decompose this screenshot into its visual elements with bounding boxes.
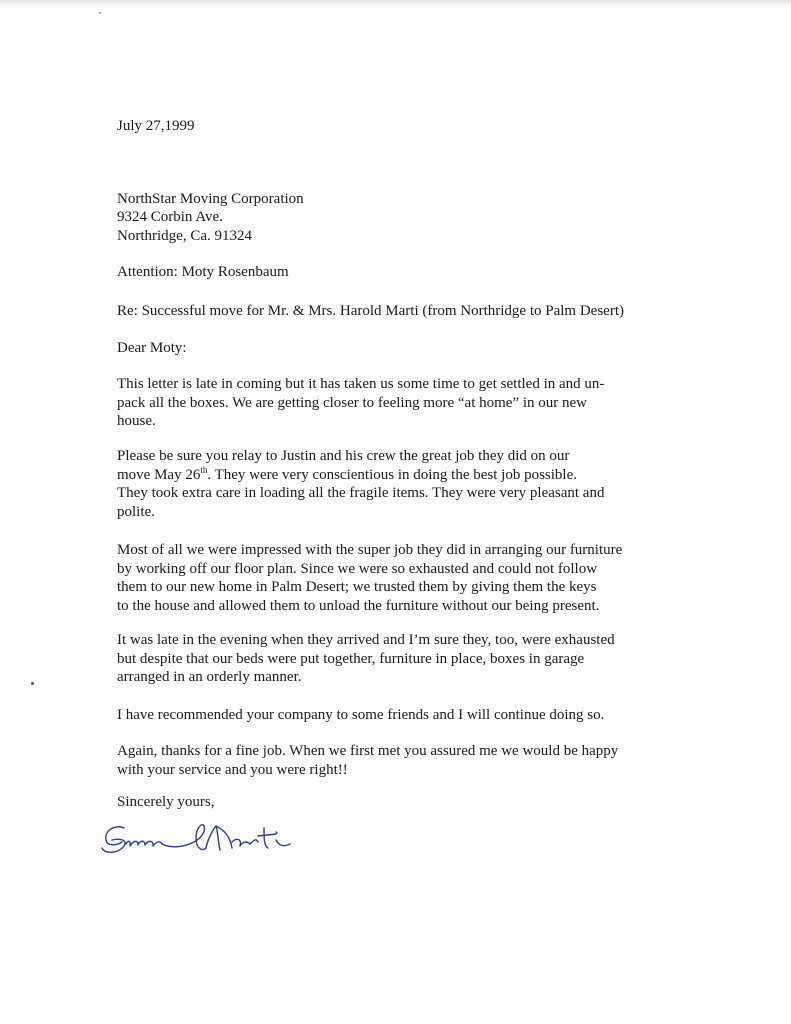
attention-line: Attention: Moty Rosenbaum — [117, 264, 289, 280]
paragraph-6 — [117, 742, 618, 779]
paragraph-line: house. — [117, 413, 156, 429]
paragraph-1 — [117, 375, 604, 431]
scan-speck — [99, 12, 101, 14]
paragraph-line: polite. — [117, 503, 155, 520]
paragraph-line: but despite that our beds were put together, furniture in place, boxes in garage — [117, 650, 585, 667]
move-date-text: move May 26 — [117, 466, 201, 483]
paragraph-2 — [117, 447, 604, 521]
paragraph-line: They took extra care in loading all the fragile items. They were very pleasant and — [117, 485, 605, 501]
paragraph-5 — [117, 706, 604, 725]
paragraph-line: to the house and allowed them to unload the furniture without our being present. — [117, 597, 600, 614]
scan-edge — [0, 0, 791, 6]
signature-stroke — [126, 841, 162, 846]
paragraph-line: pack all the boxes. We are getting closer to feeling more “at home” in our new — [117, 394, 588, 411]
paragraph-line: Most of all we were impressed with the super job they did in arranging our furniture — [117, 542, 623, 558]
paragraph-line: by working off our floor plan. Since we were so exhausted and could not follow — [117, 560, 598, 577]
paragraph-line: I have recommended your company to some friends and I will continue doing so. — [117, 707, 605, 723]
signature-stroke — [232, 828, 290, 848]
signature-stroke — [276, 832, 277, 833]
handwritten-signature — [98, 818, 308, 868]
paragraph-line: arranged in an orderly manner. — [117, 669, 302, 685]
recipient-company: NorthStar Moving Corporation — [117, 191, 304, 207]
closing: Sincerely yours, — [117, 794, 215, 810]
paragraph-4 — [117, 631, 615, 687]
recipient-street: 9324 Corbin Ave. — [117, 209, 223, 225]
signature-stroke — [102, 827, 125, 853]
signature-stroke — [162, 825, 206, 850]
paragraph-line: Please be sure you relay to Justin and his crew the great job they did on our — [117, 448, 570, 464]
paragraph-line: This letter is late in coming but it has taken us some time to get settled in and un- — [117, 376, 605, 392]
letter-date: July 27,1999 — [117, 118, 195, 134]
paragraph-3 — [117, 541, 622, 615]
paragraph-line: with your service and you were right!! — [117, 761, 348, 778]
paragraph-line: them to our new home in Palm Desert; we trusted them by giving them the keys — [117, 579, 597, 595]
move-date-rest: . They were very conscientious in doing the best job possible. — [207, 466, 577, 483]
salutation: Dear Moty: — [117, 340, 187, 356]
date-ordinal: th — [200, 464, 208, 475]
paragraph-line: Again, thanks for a fine job. When we first met you assured me we would be happy — [117, 743, 619, 759]
scan-speck — [31, 682, 34, 685]
paragraph-line: It was late in the evening when they arrived and I’m sure they, too, were exhausted — [117, 632, 615, 648]
subject-line: Re: Successful move for Mr. & Mrs. Harold Marti (from Northridge to Palm Desert) — [117, 303, 624, 319]
recipient-city: Northridge, Ca. 91324 — [117, 228, 252, 244]
signature-stroke — [206, 826, 232, 850]
paragraph-line — [117, 466, 604, 485]
